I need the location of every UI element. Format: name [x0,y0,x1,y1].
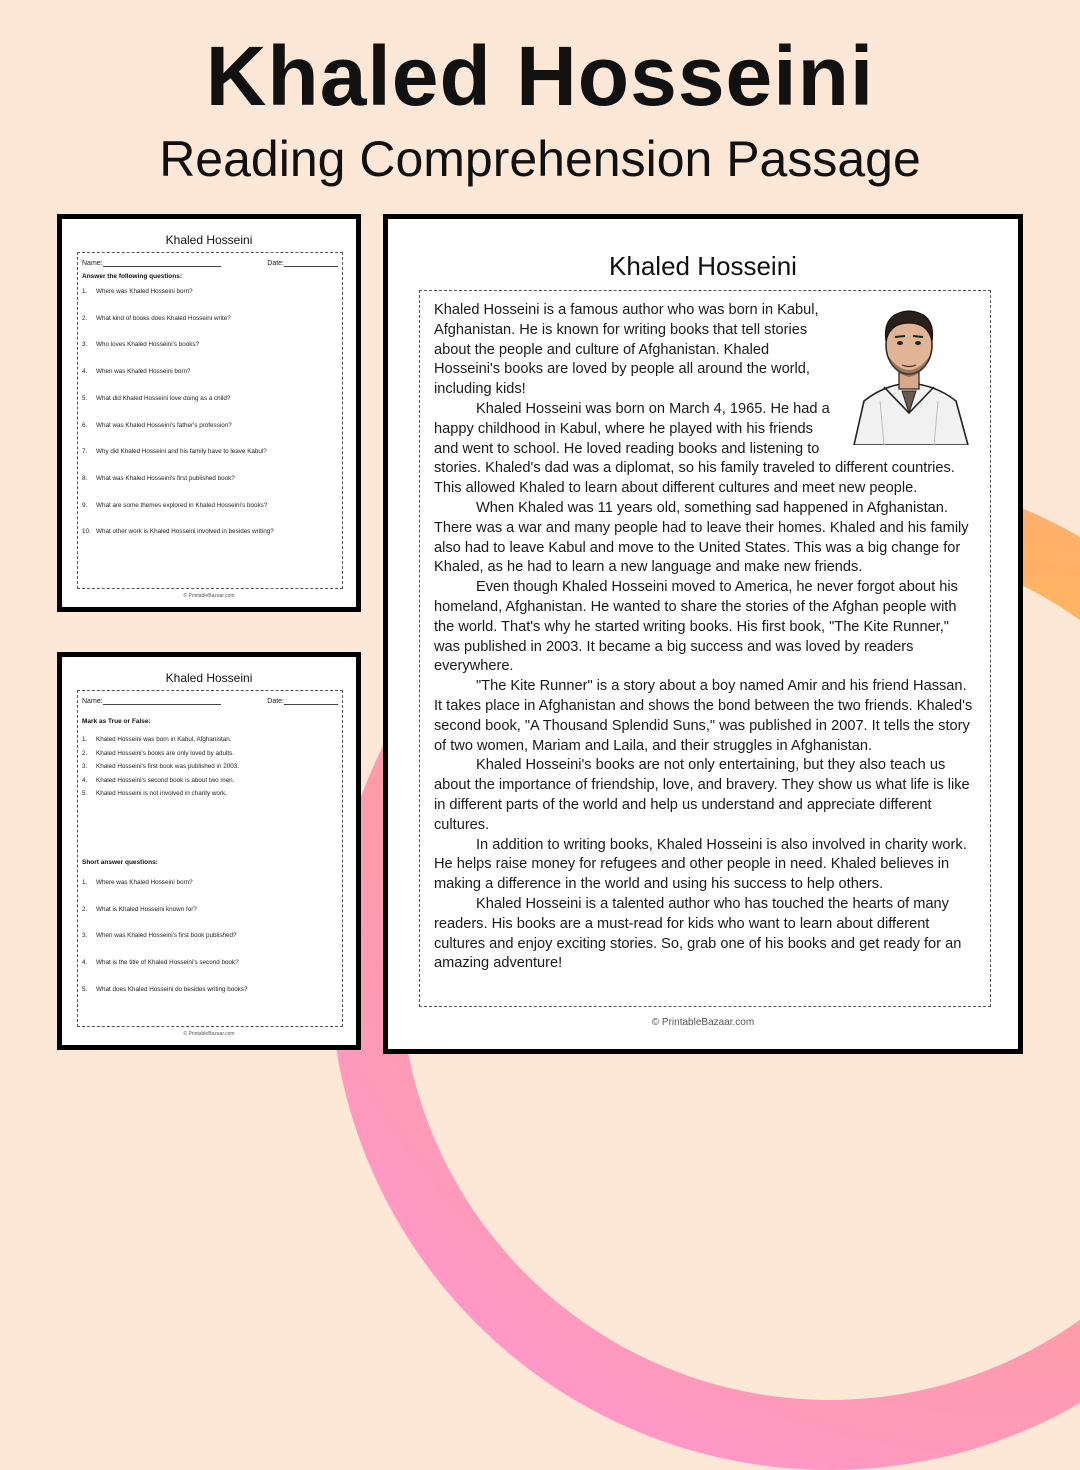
question-item [82,315,231,322]
question-text: Khaled Hosseini is not involved in charity work. [96,790,227,797]
passage-paragraph: In addition to writing books, Khaled Hosseini is also involved in charity work. He helps raise money for refugees and other people in need. Khaled believes in making a difference in the world and using his success to help others. [434,836,967,893]
question-text: Where was Khaled Hosseini born? [96,288,193,295]
question-item [82,906,197,913]
question-number: 1. [82,879,88,886]
question-text: Khaled Hosseini's second book is about two men. [96,776,235,784]
question-number: 4. [82,776,88,784]
question-item [82,777,234,784]
question-item [82,790,227,797]
worksheet-true-false [57,652,361,1050]
question-text: Khaled Hosseini's books are only loved by adults. [96,749,235,757]
question-item [82,475,235,482]
question-text: Where was Khaled Hosseini born? [96,879,193,886]
passage-footer: © PrintableBazaar.com [651,1017,755,1028]
question-item [82,736,231,743]
passage-title: Khaled Hosseini [609,251,797,281]
question-item [82,422,232,429]
worksheet-border [77,252,343,589]
question-number: 7. [82,448,88,456]
question-number: 2. [82,749,88,757]
worksheet-title: Khaled Hosseini [165,233,253,247]
short-answer-heading: Short answer questions: [82,859,158,866]
hero-title: Khaled Hosseini [205,29,875,123]
worksheet-title: Khaled Hosseini [165,671,253,685]
question-number: 3. [82,763,88,770]
question-item [82,395,230,402]
question-item [82,959,239,966]
question-item [82,932,237,939]
question-text: What does Khaled Hosseini do besides writing books? [96,985,248,993]
name-blank[interactable] [103,259,221,267]
question-text: What are some themes explored in Khaled Hosseini's books? [96,501,268,509]
question-number: 3. [82,341,88,349]
worksheet-border [77,690,343,1027]
question-text: Who loves Khaled Hosseini's books? [96,341,200,349]
hero-subtitle: Reading Comprehension Passage [159,131,921,187]
date-label: Date: [267,698,284,705]
worksheet-questions [57,214,361,612]
passage-paragraph: Khaled Hosseini is a famous author who was born in Kabul, Afghanistan. He is known for writing books that tell stories about the people and culture of Afghanistan. Khaled Hosseini's books are loved by people all around the world, including kids! [434,302,819,398]
question-number: 6. [82,421,88,429]
question-number: 3. [82,932,88,940]
passage-border [419,290,991,1007]
question-number: 2. [82,905,88,913]
passage-paragraph: Khaled Hosseini was born on March 4, 1965. He had a happy childhood in Kabul, where he played with his friends and went to school. He loved reading books and listening to stories. Khaled's dad was a diplomat, so his family traveled to different countries. This allowed Khaled to learn about different cultures and meet new people. [434,400,955,497]
passage-paragraph: Even though Khaled Hosseini moved to America, he never forgot about his homeland, Afghanistan. He wanted to share the stories of the Afghan people with the world. That's why he started writing books. His first book, "The Kite Runner," was published in 2003. It became a big success and was loved by readers everywhere. [434,579,958,675]
question-item [82,750,234,757]
name-date-row [82,697,338,705]
question-number: 1. [82,736,88,743]
author-portrait [844,301,974,445]
worksheet-footer: © PrintableBazaar.com [183,593,235,599]
passage-paragraph: When Khaled was 11 years old, something sad happened in Afghanistan. There was a war and many people had to leave their homes. Khaled and his family also had to leave Kabul and move to the United States. This was a big change for Khaled, as he had to learn a new language and make new friends. [434,499,969,576]
passage-paragraph: Khaled Hosseini's books are not only entertaining, but they also teach us about the importance of friendship, love, and bravery. They show us what life is like in different parts of the world and help us understand and appreciate different cultures. [434,757,970,833]
question-item [82,448,267,455]
name-label: Name: [82,698,103,705]
question-item [82,502,267,509]
question-number: 1. [82,288,88,295]
date-blank[interactable] [284,259,338,267]
question-text: What was Khaled Hosseini's first published book? [96,474,235,482]
question-item [82,763,239,770]
question-text: What is Khaled Hosseini known for? [96,905,197,913]
date-label: Date: [267,260,284,267]
questions-heading: Answer the following questions: [82,273,183,280]
question-text: Khaled Hosseini was born in Kabul, Afghanistan. [96,736,232,743]
name-blank[interactable] [103,697,221,705]
date-blank[interactable] [284,697,338,705]
question-number: 4. [82,368,88,376]
question-number: 10. [82,528,91,536]
question-item [82,528,274,535]
question-text: Why did Khaled Hosseini and his family have to leave Kabul? [96,448,267,456]
question-text: When was Khaled Hosseini born? [96,368,191,376]
question-item [82,879,193,886]
question-text: What other work is Khaled Hosseini involved in besides writing? [96,528,274,536]
question-number: 8. [82,474,88,482]
question-item [82,288,193,295]
name-label: Name: [82,260,103,267]
question-number: 9. [82,501,88,509]
question-number: 5. [82,790,88,797]
question-text: When was Khaled Hosseini's first book published? [96,932,237,940]
question-item [82,341,199,348]
question-text: Khaled Hosseini's first book was published in 2003. [96,763,239,770]
question-text: What was Khaled Hosseini's father's profession? [96,421,232,429]
question-number: 2. [82,314,88,322]
passage-text [434,301,974,974]
question-text: What is the title of Khaled Hosseini's second book? [96,959,239,967]
passage-paragraph: "The Kite Runner" is a story about a boy named Amir and his friend Hassan. It takes place in Afghanistan and shows the bond between the two friends. Khaled's second book, "A Thousand Splendid Suns," was published in 2007. It tells the story of two women, Mariam and Laila, and their struggles in Afghanistan. [434,678,973,754]
question-item [82,368,191,375]
question-text: What did Khaled Hosseini love doing as a child? [96,394,231,402]
question-number: 4. [82,959,88,967]
passage-page [383,214,1023,1054]
name-date-row [82,259,338,267]
question-item [82,986,248,993]
worksheet-footer: © PrintableBazaar.com [183,1031,235,1037]
question-text: What kind of books does Khaled Hosseini write? [96,314,231,322]
passage-paragraph: Khaled Hosseini is a talented author who has touched the hearts of many readers. His books are a must-read for kids who want to learn about different cultures and enjoy exciting stories. So, grab one of his books and get ready for an amazing adventure! [434,895,962,972]
true-false-heading: Mark as True or False: [82,718,151,725]
question-number: 5. [82,394,88,402]
question-number: 5. [82,985,88,993]
